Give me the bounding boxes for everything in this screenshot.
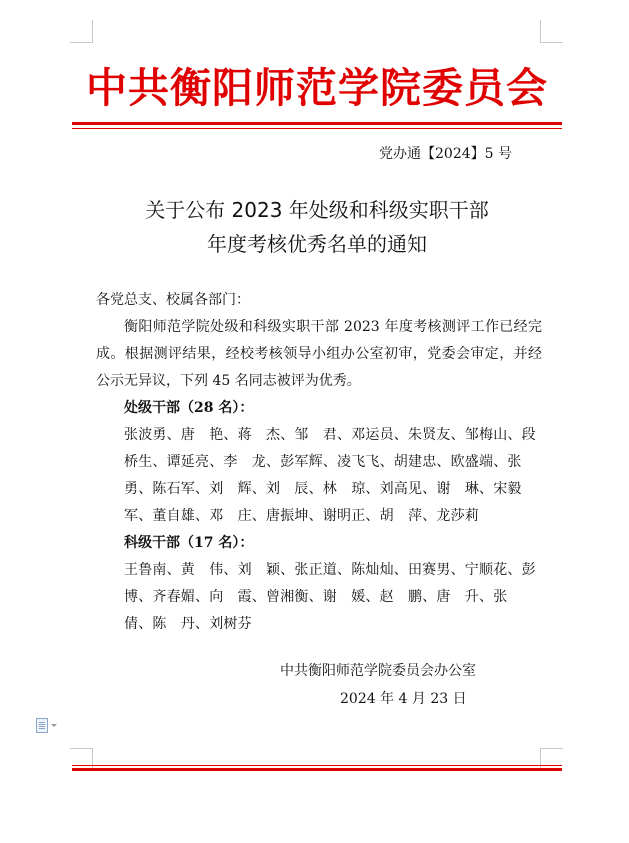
- section-heading-section-level: 科级干部（17 名）：: [124, 535, 254, 551]
- name-list-division-level: 张波勇、唐 艳、蒋 杰、邹 君、邓运员、朱贤友、邹梅山、段桥生、谭延亮、李 龙、彭军辉、凌飞飞、胡建忠、欧盛端、张 勇、陈石军、刘 辉、刘 辰、林 琼、刘高见、谢 琳、宋毅军、董自雄、邓 庄、唐振坤、谢明正、胡 萍、龙莎莉: [124, 427, 536, 524]
- section-heading-division-level: 处级干部（28 名）：: [124, 400, 254, 416]
- name-list-section-level: 王鲁南、黄 伟、刘 颖、张正道、陈灿灿、田赛男、宁顺花、彭 博、齐春媚、向 霞、曾湘衡、谢 媛、赵 鹏、唐 升、张 倩、陈 丹、刘树芬: [124, 562, 551, 632]
- body-paragraph: 衡阳师范学院处级和科级实职干部 2023 年度考核测评工作已经完成。根据测评结果，经校考核领导小组办公室初审，党委会审定，并经公示无异议，下列 45 名同志被评为优秀。: [96, 319, 542, 389]
- chevron-down-icon: [51, 724, 57, 727]
- header-red-rule-thin: [72, 128, 562, 129]
- document-title-line-2: 年度考核优秀名单的通知: [207, 232, 427, 256]
- org-header-title: 中共衡阳师范学院委员会: [86, 64, 548, 112]
- document-icon[interactable]: [36, 716, 62, 734]
- signature-date: 2024 年 4 月 23 日: [340, 691, 467, 707]
- page-glyph-icon: [36, 718, 48, 733]
- crop-mark-top-left: [70, 20, 93, 43]
- footer-red-rule-thick: [72, 768, 562, 771]
- footer-red-rule-thin: [72, 765, 562, 766]
- signature-organization: 中共衡阳师范学院委员会办公室: [280, 663, 476, 679]
- document-number: 党办通【2024】5 号: [379, 146, 512, 162]
- salutation: 各党总支、校属各部门：: [96, 292, 250, 308]
- document-title-line-1: 关于公布 2023 年处级和科级实职干部: [145, 198, 489, 222]
- header-red-rule-thick: [72, 122, 562, 125]
- crop-mark-top-right: [540, 20, 563, 43]
